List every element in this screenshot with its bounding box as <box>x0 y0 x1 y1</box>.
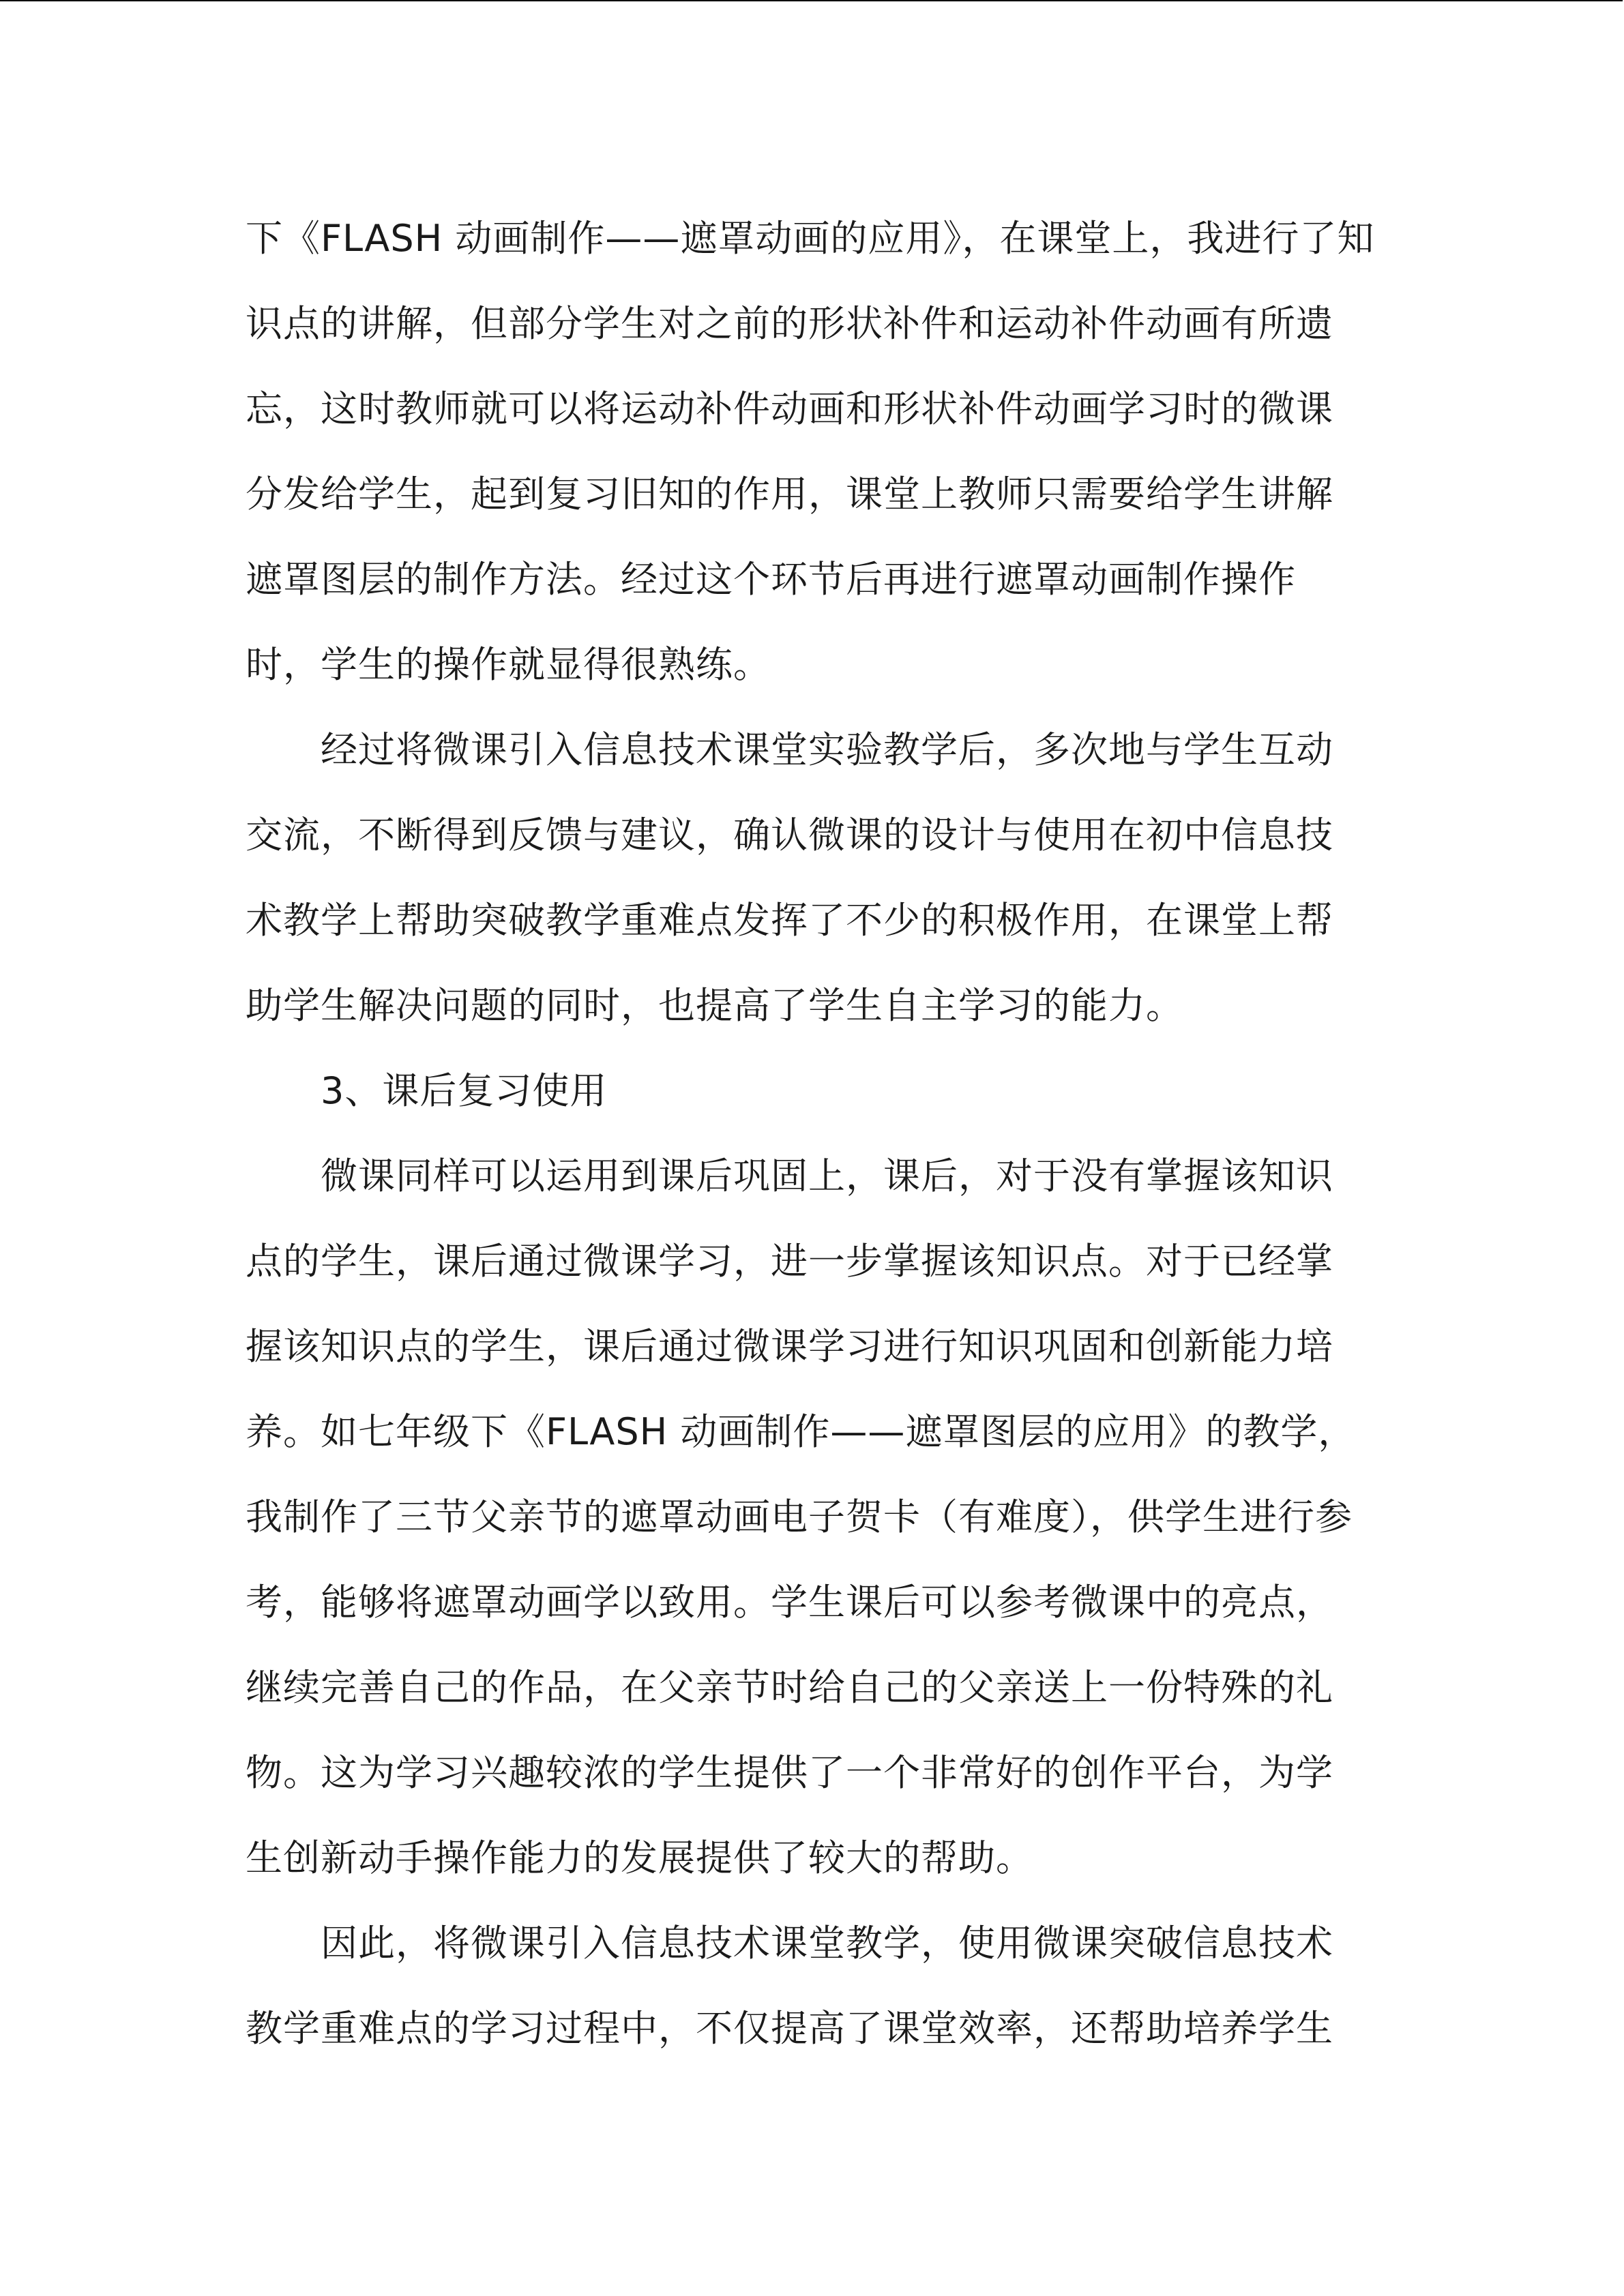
paragraph-first-line: 经过将微课引入信息技术课堂实验教学后，多次地与学生互动 <box>321 728 1333 771</box>
text-line: 我制作了三节父亲节的遮罩动画电子贺卡（有难度），供学生进行参 <box>246 1495 1353 1538</box>
text-line: 时，学生的操作就显得很熟练。 <box>246 643 771 686</box>
paragraph-first-line: 微课同样可以运用到课后巩固上，课后，对于没有掌握该知识 <box>321 1154 1333 1197</box>
text-line: 考，能够将遮罩动画学以致用。学生课后可以参考微课中的亮点， <box>246 1581 1333 1624</box>
text-line: 握该知识点的学生，课后通过微课学习进行知识巩固和创新能力培 <box>246 1325 1333 1368</box>
paragraph-first-line: 因此，将微课引入信息技术课堂教学，使用微课突破信息技术 <box>321 1922 1333 1965</box>
text-line: 继续完善自己的作品，在父亲节时给自己的父亲送上一份特殊的礼 <box>246 1666 1333 1709</box>
text-line: 术教学上帮助突破教学重难点发挥了不少的积极作用，在课堂上帮 <box>246 899 1333 942</box>
section-heading: 3、课后复习使用 <box>321 1069 608 1112</box>
text-line: 点的学生，课后通过微课学习，进一步掌握该知识点。对于已经掌 <box>246 1240 1333 1283</box>
text-line: 分发给学生，起到复习旧知的作用，课堂上教师只需要给学生讲解 <box>246 473 1333 516</box>
text-line: 识点的讲解，但部分学生对之前的形状补件和运动补件动画有所遗 <box>246 302 1333 345</box>
text-line: 下《FLASH 动画制作——遮罩动画的应用》，在课堂上，我进行了知 <box>246 217 1375 260</box>
text-line: 生创新动手操作能力的发展提供了较大的帮助。 <box>246 1836 1033 1879</box>
text-line: 交流，不断得到反馈与建议，确认微课的设计与使用在初中信息技 <box>246 814 1333 856</box>
text-line: 助学生解决问题的同时，也提高了学生自主学习的能力。 <box>246 984 1183 1027</box>
text-line: 遮罩图层的制作方法。经过这个环节后再进行遮罩动画制作操作 <box>246 558 1296 601</box>
text-line: 忘，这时教师就可以将运动补件动画和形状补件动画学习时的微课 <box>246 387 1333 430</box>
text-line: 物。这为学习兴趣较浓的学生提供了一个非常好的创作平台，为学 <box>246 1751 1333 1794</box>
text-line: 养。如七年级下《FLASH 动画制作——遮罩图层的应用》的教学， <box>246 1410 1356 1453</box>
text-line: 教学重难点的学习过程中，不仅提高了课堂效率，还帮助培养学生 <box>246 2007 1333 2050</box>
